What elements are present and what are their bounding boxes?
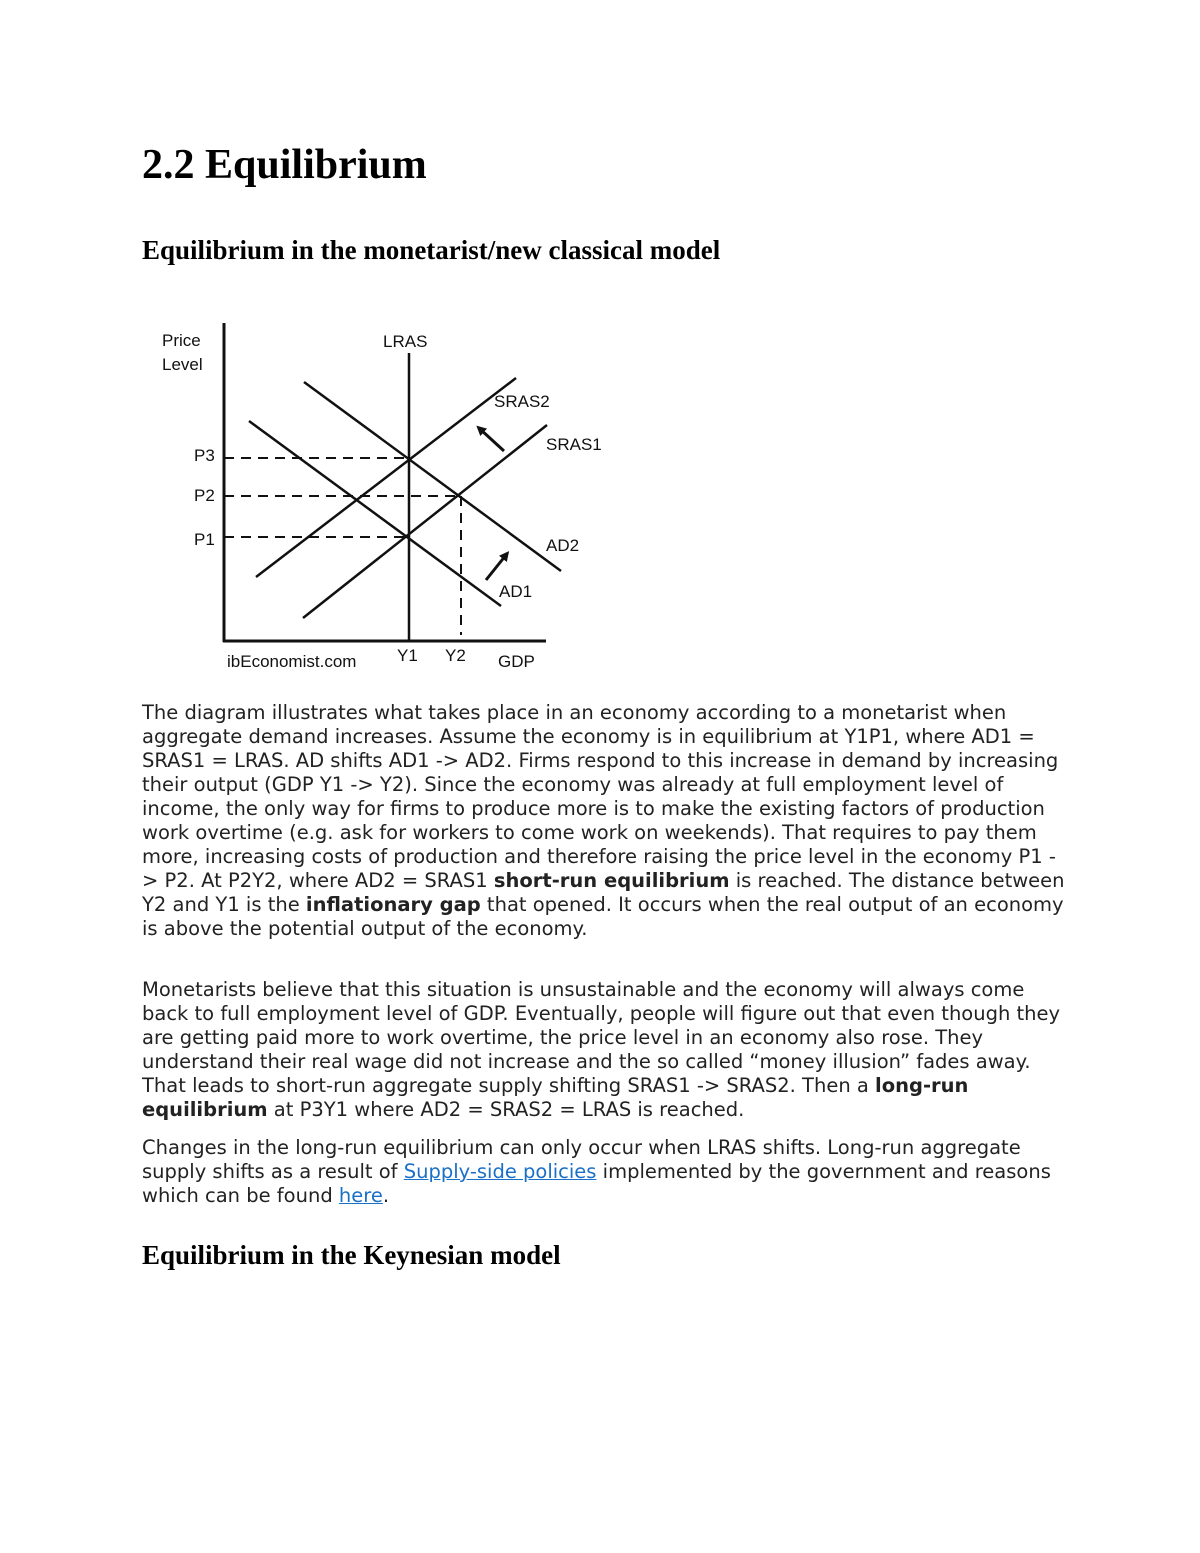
paragraph-monetarist-explanation xyxy=(142,701,1072,941)
section-heading-monetarist: Equilibrium in the monetarist/new classical model xyxy=(142,235,721,265)
para3-text-1: Changes in the long-run equilibrium can only occur when LRAS shifts. Long-run aggregate supply shifts as a result of xyxy=(142,1136,1021,1183)
inflationary-gap-term: inflationary gap xyxy=(305,893,481,916)
sras1-label: SRAS1 xyxy=(546,435,602,454)
sras2-line xyxy=(256,378,516,577)
section-heading-keynesian: Equilibrium in the Keynesian model xyxy=(142,1240,561,1270)
para1-text-3: that opened. It occurs when the real output of an economy is above the potential output of the economy. xyxy=(142,893,1064,940)
here-link[interactable]: here xyxy=(338,1184,383,1207)
short-run-equilibrium-term: short-run equilibrium xyxy=(493,869,730,892)
sras-shift-arrow xyxy=(480,429,504,451)
paragraph-long-run xyxy=(142,978,1072,1122)
y-axis-label-price: Price xyxy=(162,331,201,350)
y-axis-label-level: Level xyxy=(162,355,203,374)
x-axis-label: GDP xyxy=(498,652,535,671)
ad2-label: AD2 xyxy=(546,536,580,555)
lras-label: LRAS xyxy=(383,332,428,351)
p3-label: P3 xyxy=(194,446,215,465)
long-run-equilibrium-term: long-run equilibrium xyxy=(142,1074,969,1121)
paragraph-lras-shifts xyxy=(142,1136,1072,1208)
p2-label: P2 xyxy=(194,486,215,505)
para2-text-2: at P3Y1 where AD2 = SRAS2 = LRAS is reached. xyxy=(267,1098,745,1121)
para3-text-2: implemented by the government and reasons which can be found xyxy=(142,1160,1051,1207)
ad1-label: AD1 xyxy=(499,582,533,601)
y2-label: Y2 xyxy=(445,646,466,665)
para3-text-3: . xyxy=(382,1184,390,1207)
ad-as-diagram xyxy=(156,315,636,675)
sras2-label: SRAS2 xyxy=(494,392,550,411)
para2-text-1: Monetarists believe that this situation is unsustainable and the economy will always come back to full employment level of GDP. Eventually, people will figure out that even though they are getting paid more to work overtime, the price level in an economy also rose. They understand their real wage did not increase and the so called “money illusion” fades away. That leads to short-run aggregate supply shifting SRAS1 -> SRAS2. Then a xyxy=(142,978,1061,1097)
diagram-credit: ibEconomist.com xyxy=(227,652,357,671)
page-title: 2.2 Equilibrium xyxy=(142,142,427,188)
para1-text-2: is reached. The distance between Y2 and Y1 is the xyxy=(142,869,1065,916)
ad1-line xyxy=(249,421,501,606)
supply-side-policies-link[interactable]: Supply-side policies xyxy=(403,1160,597,1183)
p1-label: P1 xyxy=(194,530,215,549)
y1-label: Y1 xyxy=(397,646,418,665)
ad-shift-arrow xyxy=(486,555,506,580)
para1-text-1: The diagram illustrates what takes place in an economy according to a monetarist when aggregate demand increases. Assume the economy is in equilibrium at Y1P1, where AD1 = SRAS1 = LRAS. AD shifts AD1 -> AD2. Firms respond to this increase in demand by increasing their output (GDP Y1 -> Y2). Since the economy was already at full employment level of income, the only way for firms to produce more is to make the existing factors of production work overtime (e.g. ask for workers to come work on weekends). That requires to pay them more, increasing costs of production and therefore raising the price level in the economy P1 -> P2. At P2Y2, where AD2 = SRAS1 xyxy=(142,701,1059,892)
